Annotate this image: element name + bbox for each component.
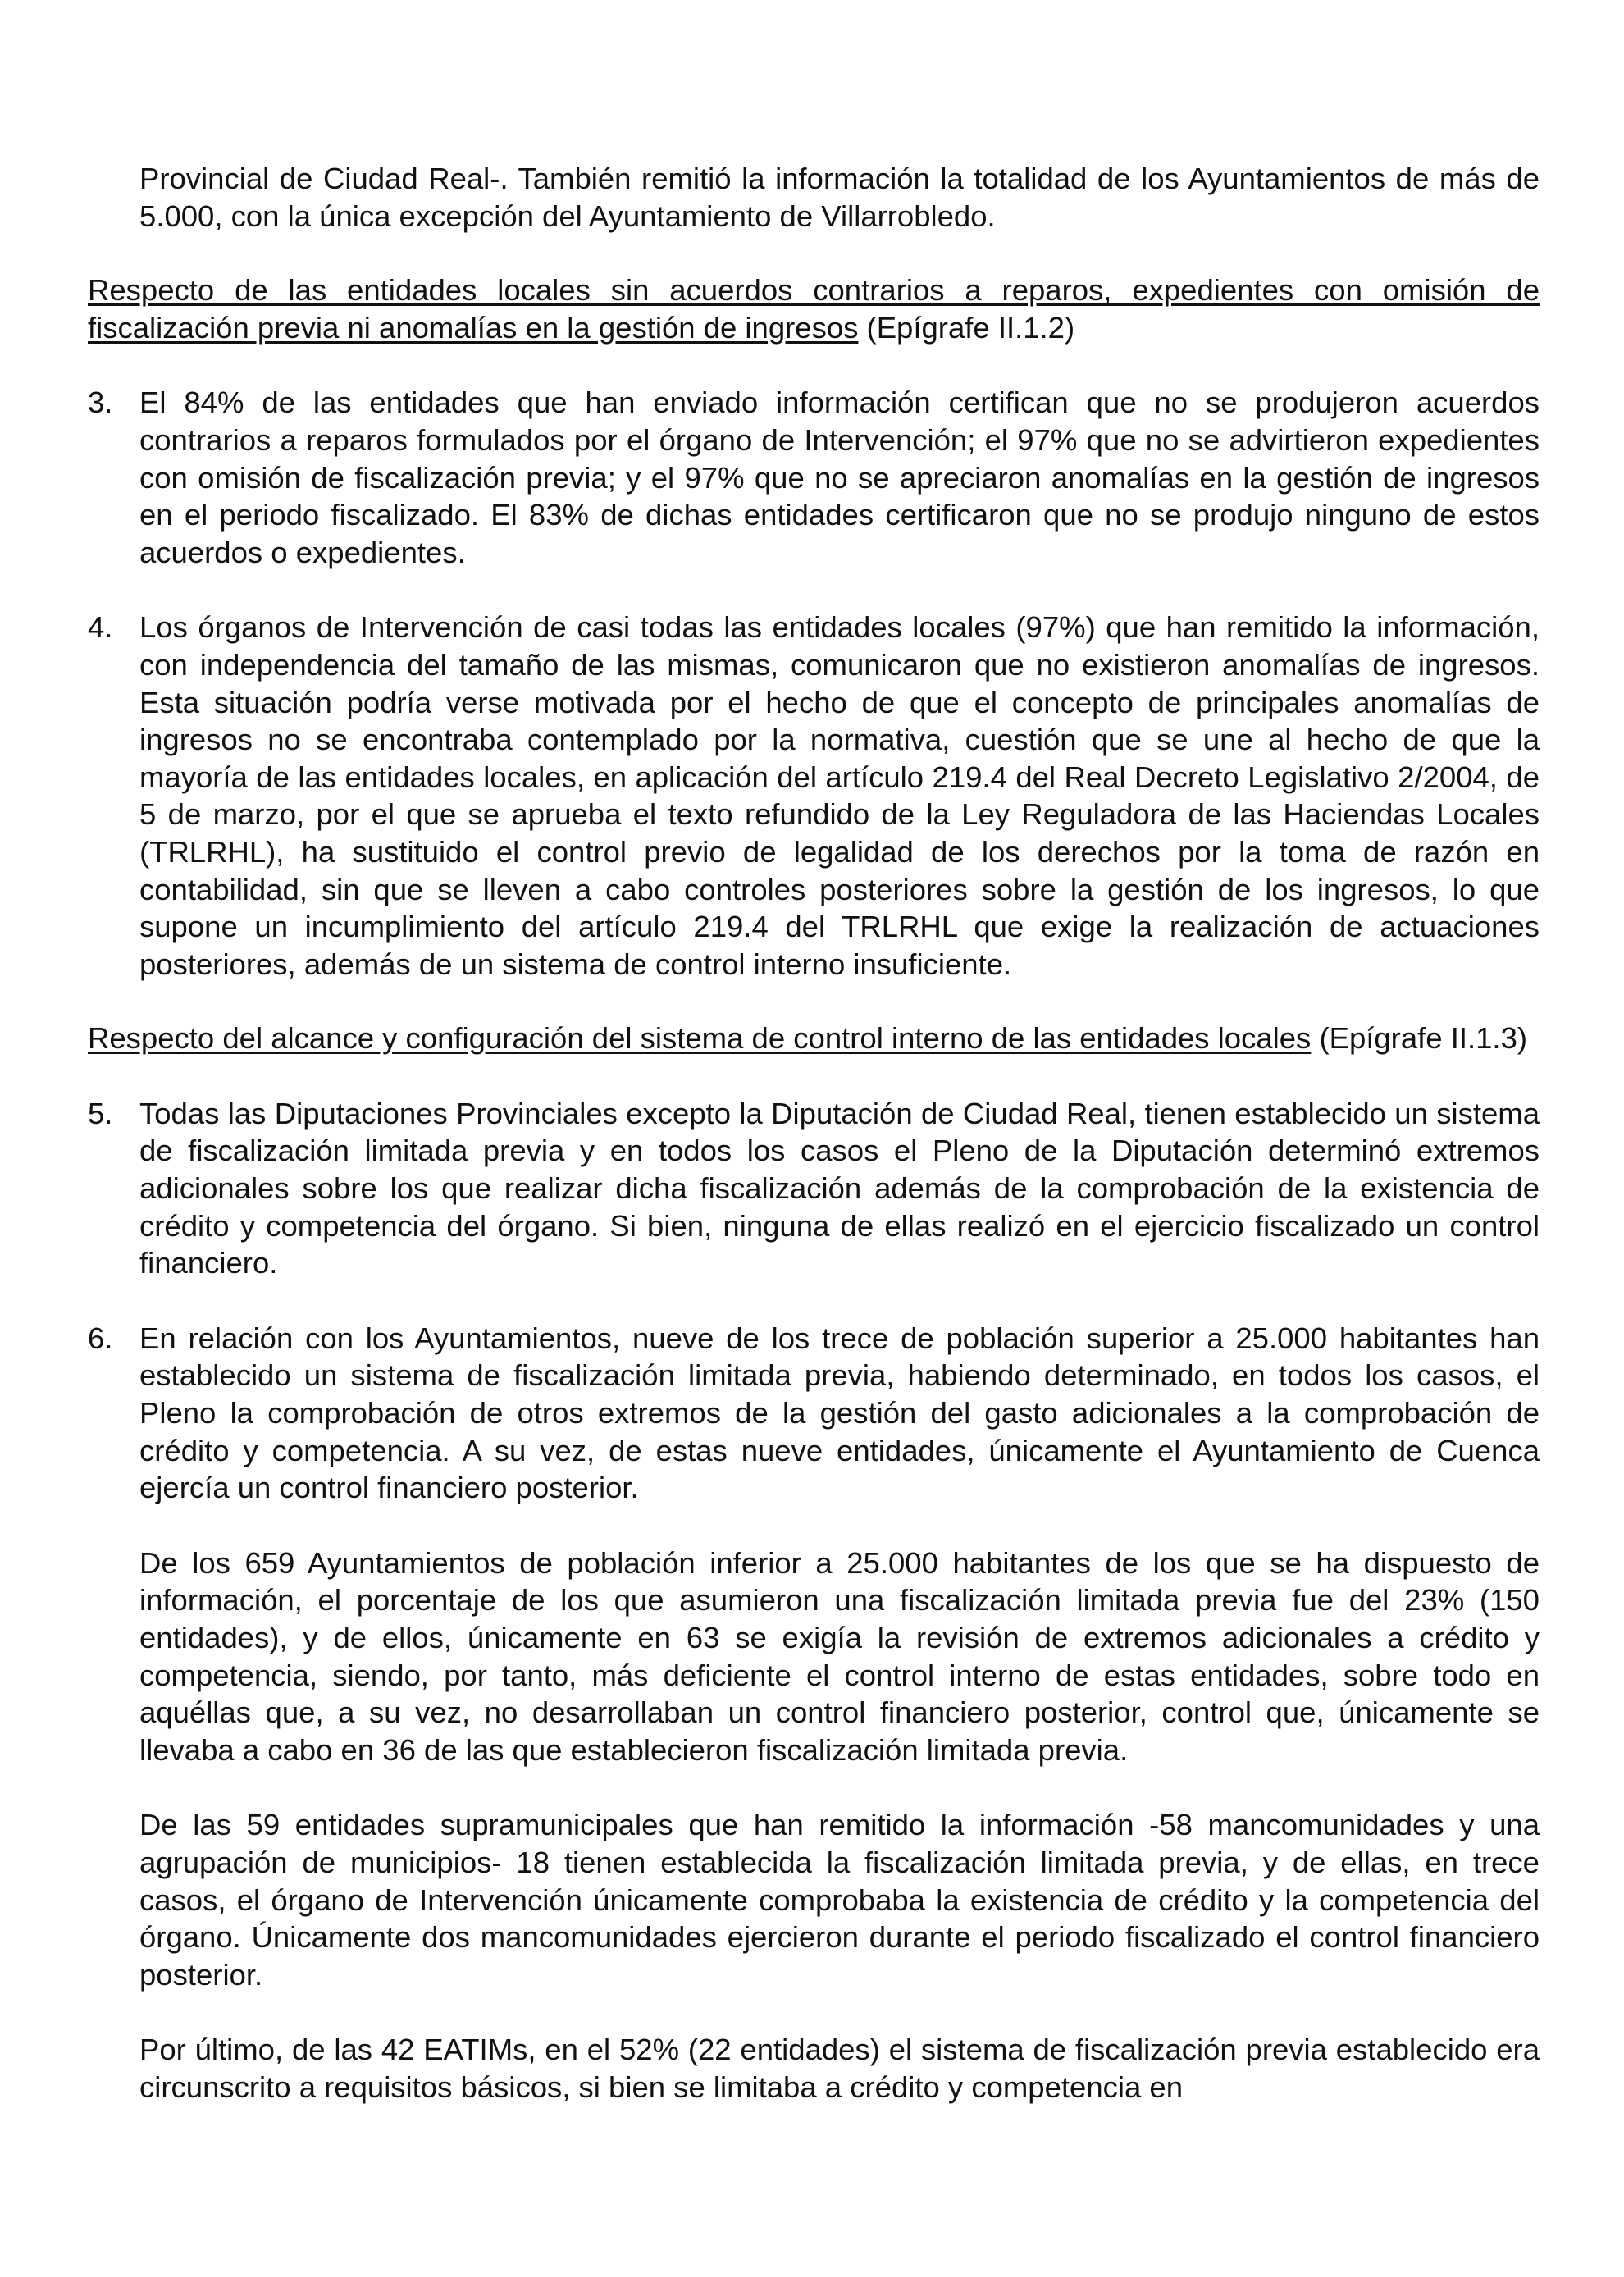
section-heading-ii-1-3 [88,1020,1540,1057]
list-item-6-paragraph-2: De los 659 Ayuntamientos de población inferior a 25.000 habitantes de los que se ha dispuesto de información, el porcentaje de los que asumieron una fiscalización limitada previa fue del 23% (150 entidades), y de ellos, únicamente en 63 se exigía la revisión de extremos adicionales a crédito y competencia, siendo, por tanto, más deficiente el control interno de estas entidades, sobre todo en aquéllas que, a su vez, no desarrollaban un control financiero posterior, control que, únicamente se llevaba a cabo en 36 de las que establecieron fiscalización limitada previa. [139,1545,1540,1767]
list-item-text: Los órganos de Intervención de casi todas las entidades locales (97%) que han remitido la información, con independencia del tamaño de las mismas, comunicaron que no existieron anomalías de ingresos. Esta situación podría verse motivada por el hecho de que el concepto de principales anomalías de ingresos no se encontraba contemplado por la normativa, cuestión que se une al hecho de que la mayoría de las entidades locales, en aplicación del artículo 219.4 del Real Decreto Legislativo 2/2004, de 5 de marzo, por el que se aprueba el texto refundido de la Ley Reguladora de las Haciendas Locales (TRLRHL), ha sustituido el control previo de legalidad de los derechos por la toma de razón en contabilidad, sin que se lleven a cabo controles posteriores sobre la gestión de los ingresos, lo que supone un incumplimiento del artículo 219.4 del TRLRHL que exige la realización de actuaciones posteriores, además de un sistema de control interno insuficiente. [139,610,1540,981]
list-item-3 [88,384,1540,571]
intro-paragraph: Provincial de Ciudad Real-. También remitió la información la totalidad de los Ayuntamientos de más de 5.000, con la única excepción del Ayuntamiento de Villarrobledo. [139,162,1540,233]
section-heading-underlined: Respecto de las entidades locales sin acuerdos contrarios a reparos, expedientes con omisión de fiscalización previa ni anomalías en la gestión de ingresos [88,273,1540,345]
list-item-text: El 84% de las entidades que han enviado información certifican que no se produjeron acuerdos contrarios a reparos formulados por el órgano de Intervención; el 97% que no se advirtieron expedientes con omisión de fiscalización previa; y el 97% que no se apreciaron anomalías en la gestión de ingresos en el periodo fiscalizado. El 83% de dichas entidades certificaron que no se produjo ninguno de estos acuerdos o expedientes. [139,386,1540,569]
list-item-text: En relación con los Ayuntamientos, nueve de los trece de población superior a 25.000 habitantes han establecido un sistema de fiscalización limitada previa, habiendo determinado, en todos los casos, el Pleno la comprobación de otros extremos de la gestión del gasto adicionales a la comprobación de crédito y competencia. A su vez, de estas nueve entidades, únicamente el Ayuntamiento de Cuenca ejercía un control financiero posterior. [139,1321,1540,1505]
list-item-number: 3. [88,386,113,420]
list-item-6 [88,1320,1540,1507]
section-heading-reference: (Epígrafe II.1.2) [858,310,1075,345]
document-body [88,160,1540,2106]
list-item-text: Todas las Diputaciones Provinciales excepto la Diputación de Ciudad Real, tienen establecido un sistema de fiscalización limitada previa y en todos los casos el Pleno de la Diputación determinó extremos adicionales sobre los que realizar dicha fiscalización además de la comprobación de la existencia de crédito y competencia del órgano. Si bien, ninguna de ellas realizó en el ejercicio fiscalizado un control financiero. [139,1096,1540,1280]
list-item-number: 6. [88,1321,113,1355]
section-heading-underlined: Respecto del alcance y configuración del sistema de control interno de las entidades locales [88,1021,1312,1056]
list-item-5 [88,1095,1540,1282]
list-item-number: 4. [88,610,113,645]
section-heading-reference: (Epígrafe II.1.3) [1311,1021,1528,1056]
section-heading-ii-1-2 [88,272,1540,346]
list-item-6-paragraph-3: De las 59 entidades supramunicipales que han remitido la información -58 mancomunidades y una agrupación de municipios- 18 tienen establecida la fiscalización limitada previa, y de ellas, en trece casos, el órgano de Intervención únicamente comprobaba la existencia de crédito y la competencia del órgano. Únicamente dos mancomunidades ejercieron durante el periodo fiscalizado el control financiero posterior. [139,1808,1540,1992]
list-item-6-paragraph-4: Por último, de las 42 EATIMs, en el 52% (22 entidades) el sistema de fiscalización previa establecido era circunscrito a requisitos básicos, si bien se limitaba a crédito y competencia en [139,2033,1540,2104]
list-item-4 [88,609,1540,983]
list-item-number: 5. [88,1096,113,1130]
